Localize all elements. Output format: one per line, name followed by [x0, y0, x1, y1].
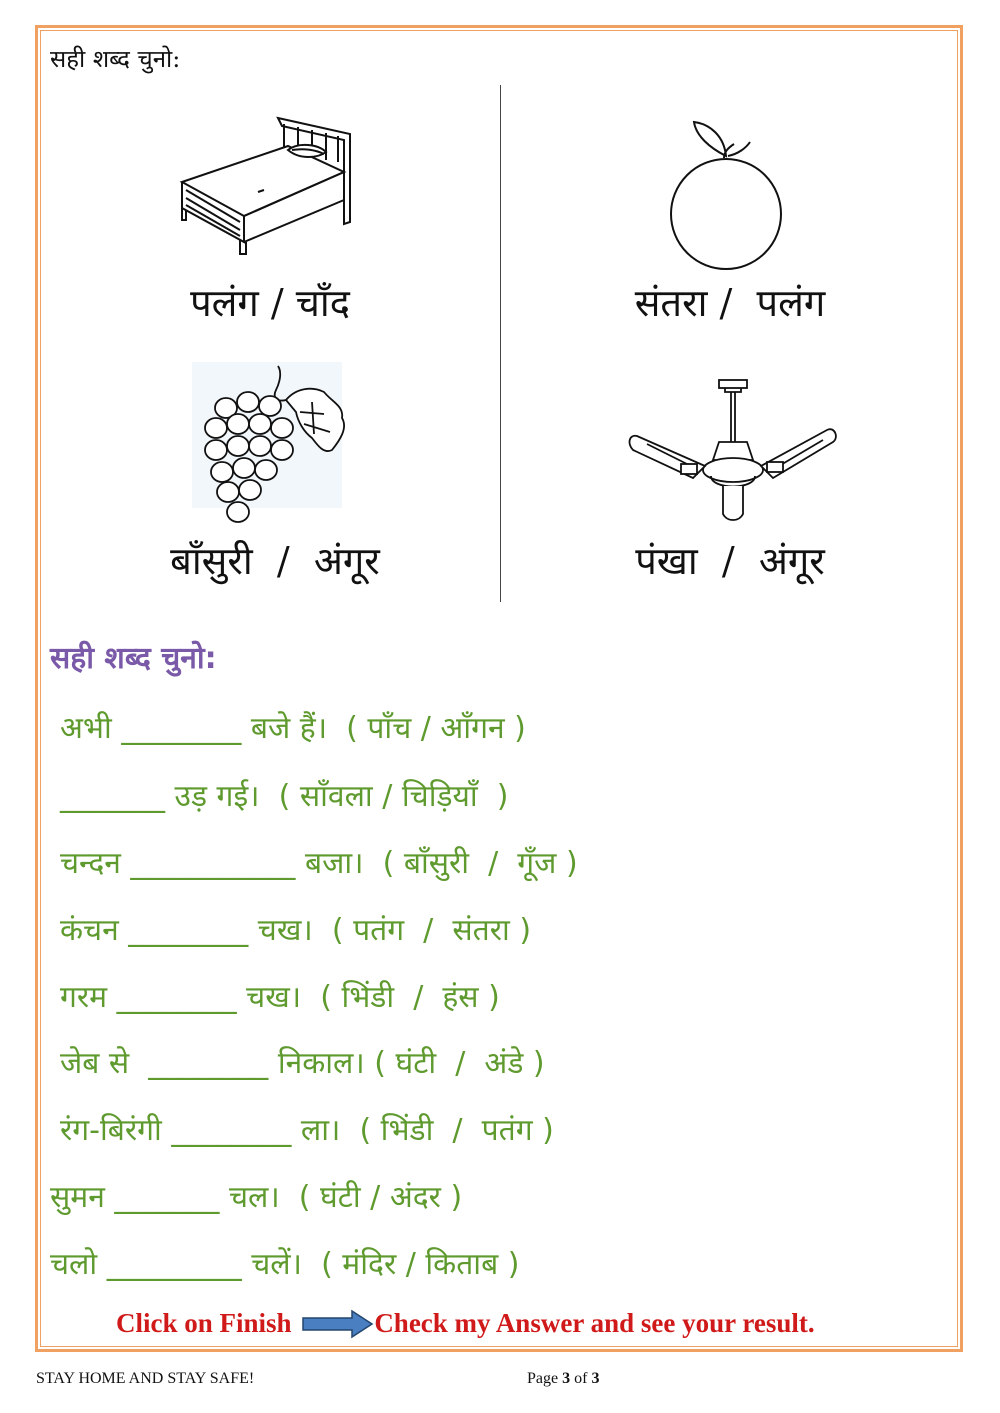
- question-2[interactable]: _______ उड़ गई। ( साँवला / चिड़ियाँ ): [60, 779, 509, 814]
- question-4[interactable]: कंचन ________ चख। ( पतंग / संतरा ): [60, 913, 532, 948]
- top-instruction: सही शब्द चुनो:: [50, 45, 181, 73]
- question-7[interactable]: रंग-बिरंगी ________ ला। ( भिंडी / पतंग ): [60, 1113, 554, 1148]
- question-3[interactable]: चन्दन ___________ बजा। ( बाँसुरी / गूँज ): [60, 846, 578, 881]
- section-title: सही शब्द चुनो:: [50, 641, 217, 676]
- choice-fan[interactable]: पंखा / अंगूर: [635, 539, 825, 583]
- choice-bed[interactable]: पलंग / चाँद: [190, 281, 350, 325]
- ceiling-fan-icon: [627, 378, 839, 524]
- question-9[interactable]: चलो _________ चलें। ( मंदिर / किताब ): [50, 1247, 520, 1282]
- question-1[interactable]: अभी ________ बजे हैं। ( पाँच / आँगन ): [60, 711, 526, 746]
- finish-instruction-right: Check my Answer and see your result.: [374, 1308, 815, 1338]
- footer-slogan: STAY HOME AND STAY SAFE!: [36, 1370, 255, 1387]
- finish-instruction-left: Click on Finish: [116, 1308, 292, 1338]
- finish-instruction: [116, 1308, 815, 1343]
- arrow-right-icon: [302, 1309, 374, 1339]
- choice-grapes[interactable]: बाँसुरी / अंगूर: [170, 539, 380, 583]
- choice-orange[interactable]: संतरा / पलंग: [634, 281, 826, 325]
- bed-icon: [178, 112, 358, 260]
- question-5[interactable]: गरम ________ चख। ( भिंडी / हंस ): [60, 980, 500, 1015]
- page-number: Page 3 of 3: [527, 1370, 600, 1387]
- question-6[interactable]: जेब से ________ निकाल। ( घंटी / अंडे ): [60, 1046, 545, 1081]
- orange-icon: [666, 118, 786, 274]
- grapes-icon: [192, 362, 352, 524]
- column-divider: [500, 85, 501, 602]
- question-8[interactable]: सुमन _______ चल। ( घंटी / अंदर ): [50, 1180, 463, 1215]
